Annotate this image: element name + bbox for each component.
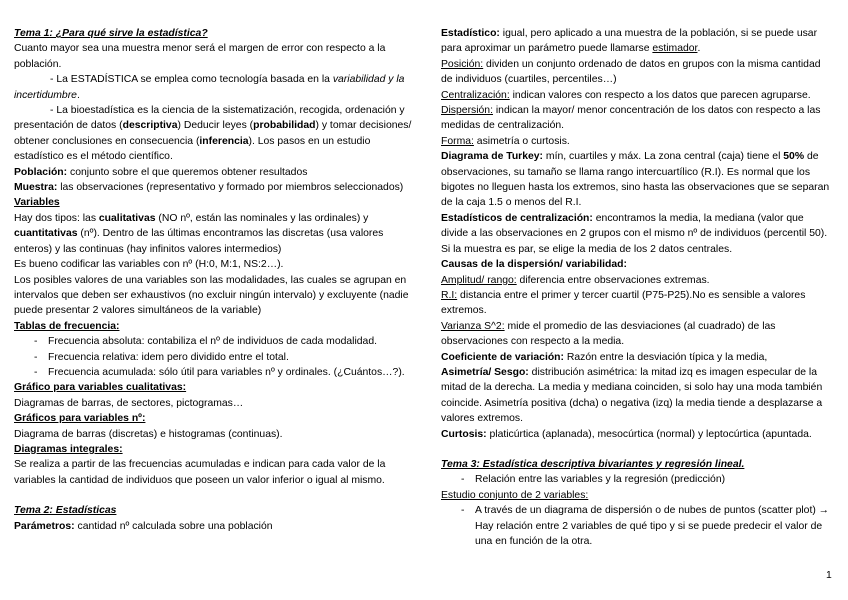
- left-column: [14, 26, 416, 534]
- list-item: - A través de un diagrama de dispersión o de nubes de puntos (scatter plot) → Hay relación entre 2 variables de qué tipo y si se puede predecir el valor de una en función de la otra.: [441, 503, 833, 549]
- bioestadistica-paragraph: - La bioestadística es la ciencia de la sistematización, recogida, ordenación y presentación de datos (descriptiva) Deducir leyes (probabilidad) y tomar decisiones/ obtener conclusiones en consecuencia (inferencia). Los pasos en un estudio estadístico es el método científico.: [14, 105, 412, 163]
- graficos-numericas-text: Diagrama de barras (discretas) e histogramas (continuas).: [14, 428, 283, 440]
- diagramas-integrales-heading: Diagramas integrales:: [14, 443, 123, 455]
- variables-heading: Variables: [14, 197, 60, 209]
- posicion-definition: Posición: dividen un conjunto ordenado de datos en grupos con la misma cantidad de individuos (cuartiles, percentiles…): [441, 58, 821, 86]
- estadistico-definition: Estadístico: igual, pero aplicado a una muestra de la población, si se puede usar para aproximar un parámetro puede llamarse estimador.: [441, 28, 818, 55]
- codificar-paragraph: Es bueno codificar las variables con nº (H:0, M:1, NS:2…).: [14, 259, 284, 271]
- spacer: [441, 442, 833, 457]
- dispersion-definition: Dispersión: indican la mayor/ menor concentración de los datos con respecto a las medidas de centralización.: [441, 105, 821, 132]
- list-item: - Frecuencia relativa: idem pero dividido entre el total.: [14, 350, 416, 365]
- tema1-title: Tema 1: ¿Para qué sirve la estadística?: [14, 28, 208, 39]
- ri-definition: R.I: distancia entre el primer y tercer cuartil (P75-P25).No es sensible a valores extremos.: [441, 289, 806, 317]
- list-item: - Relación entre las variables y la regresión (predicción): [441, 472, 833, 487]
- coeficiente-variacion-definition: Coeficiente de variación: Razón entre la desviación típica y la media,: [441, 351, 768, 363]
- asimetria-definition: Asimetría/ Sesgo: distribución asimétrica: la mitad izq es imagen especular de la mitad de la derecha. La media y mediana coinciden, si solo hay una moda también coincide. Asimetría positiva (dcha) o negativa (izq) la media tiende a desplazarse a valores extremos.: [441, 366, 823, 425]
- estadisticos-centralizacion-definition: Estadísticos de centralización: encontramos la media, la mediana (valor que divide a las observaciones en 2 grupos con el mismo nº de individuos (percentil 50). Si la muestra es par, se elige la media de los 2 datos centrales.: [441, 212, 828, 255]
- estudio-conjunto-heading: Estudio conjunto de 2 variables:: [441, 489, 589, 501]
- tipos-paragraph: Hay dos tipos: las cualitativas (NO nº, están las nominales y las ordinales) y cuantitativas (nº). Dentro de las últimas encontramos las discretas (usa valores enteros) y las continuas (hay infinitos valores intermedios): [14, 212, 384, 255]
- curtosis-definition: Curtosis: platicúrtica (aplanada), mesocúrtica (normal) y leptocúrtica (apuntada.: [441, 428, 812, 440]
- list-item: - Frecuencia acumulada: sólo útil para variables nº y ordinales. (¿Cuántos…?).: [14, 365, 416, 380]
- graficos-numericas-heading: Gráficos para variables nº:: [14, 413, 146, 425]
- amplitud-definition: Amplitud/ rango: diferencia entre observaciones extremas.: [441, 274, 710, 286]
- estadistica-paragraph: - La ESTADÍSTICA se emplea como tecnología basada en la variabilidad y la incertidumbre.: [14, 74, 405, 101]
- tema3-list: [441, 472, 833, 487]
- centralizacion-definition: Centralización: indican valores con respecto a los datos que parecen agruparse.: [441, 89, 811, 101]
- tema3-title: Tema 3: Estadística descriptiva bivariantes y regresión lineal.: [441, 458, 745, 470]
- grafico-cualitativas-text: Diagramas de barras, de sectores, pictogramas…: [14, 397, 244, 409]
- muestra-definition: Muestra: las observaciones (representativo y formado por miembros seleccionados): [14, 182, 404, 194]
- diagramas-integrales-text: Se realiza a partir de las frecuencias acumuladas e indican para cada valor de la variables la cantidad de individuos que poseen un valor inferior o igual al mismo.: [14, 459, 386, 486]
- estudio-list: [441, 503, 833, 549]
- page-number: 1: [826, 570, 832, 581]
- parametros-definition: Parámetros: cantidad nº calculada sobre una población: [14, 520, 273, 532]
- right-column: [441, 26, 833, 549]
- tablas-frecuencia-heading: Tablas de frecuencia:: [14, 320, 120, 332]
- grafico-cualitativas-heading: Gráfico para variables cualitativas:: [14, 382, 187, 394]
- poblacion-definition: Población: conjunto sobre el que queremos obtener resultados: [14, 166, 308, 178]
- modalidades-paragraph: Los posibles valores de una variables son las modalidades, las cuales se agrupan en intervalos que deben ser exhaustivos (no excluir ningún intervalo) y excluyente (nadie puede presentar 2 valores simultáneos de la variable): [14, 274, 409, 317]
- intro-paragraph: Cuanto mayor sea una muestra menor será el margen de error con respecto a la población.: [14, 43, 386, 70]
- frecuencias-list: [14, 334, 416, 380]
- causas-dispersion-heading: Causas de la dispersión/ variabilidad:: [441, 259, 627, 271]
- diagrama-turkey-definition: Diagrama de Turkey: mín, cuartiles y máx. La zona central (caja) tiene el 50% de observaciones, su tamaño se llama rango intercuartílico (R.I). Es normal que los bigotes no lleguen hasta los extremos, sino hasta las observaciones que se separan de la caja 1.5 o menos del R.I.: [441, 151, 830, 209]
- spacer: [14, 488, 416, 503]
- tema2-title: Tema 2: Estadísticas: [14, 505, 117, 517]
- forma-definition: Forma: asimetría o curtosis.: [441, 135, 570, 147]
- varianza-definition: Varianza S^2: mide el promedio de las desviaciones (al cuadrado) de las observaciones con respecto a la media.: [441, 320, 776, 348]
- list-item: - Frecuencia absoluta: contabiliza el nº de individuos de cada modalidad.: [14, 334, 416, 349]
